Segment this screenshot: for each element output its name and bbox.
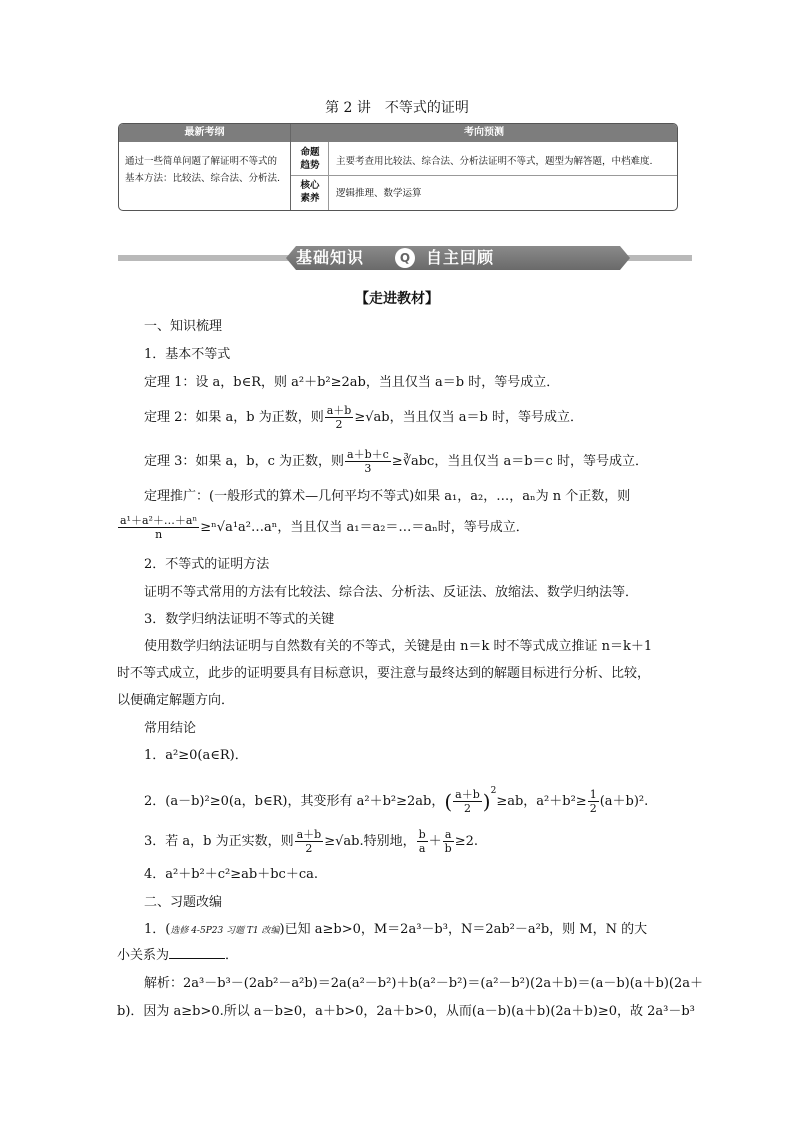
fraction: [325, 404, 354, 431]
denominator: n: [155, 528, 163, 541]
banner-right-text: 自主回顾: [426, 248, 495, 267]
proof-methods-text: 证明不等式常用的方法有比较法、综合法、分析法、反证法、放缩法、数学归纳法等．: [144, 585, 639, 600]
conclusion-3-mid: ≥√ab.特别地，: [324, 834, 416, 849]
numerator: a: [443, 828, 454, 842]
outline-row1-label: 命题趋势: [300, 147, 320, 171]
exponent: 2: [490, 786, 497, 796]
theorem-generalized: 定理推广：(一般形式的算术—几何平均不等式)如果 a₁，a₂，…，aₙ为 n 个正数，则: [144, 489, 631, 504]
fraction: [295, 828, 324, 855]
formula-suffix: ≥ⁿ√a¹a²…aⁿ，当且仅当 a₁＝a₂＝…＝aₙ时，等号成立．: [200, 520, 529, 535]
numerator: a＋b: [455, 788, 480, 801]
outline-row2-label: 核心素养: [300, 180, 320, 204]
exercise-source: 选修 4-5P23 习题 T1 改编: [170, 926, 280, 936]
induction-text-2: 时不等式成立，此步的证明要具有目标意识，要注意与最终达到的解题目标进行分析、比较，: [117, 666, 651, 681]
numerator: 1: [589, 788, 597, 801]
denominator: 2: [463, 802, 471, 815]
denominator: 2: [589, 802, 597, 815]
conclusion-2-suffix: (a＋b)².: [599, 794, 649, 809]
page-title: 第 2 讲 不等式的证明: [325, 100, 469, 116]
outline-row2-text: 逻辑推理、数学运算: [336, 188, 422, 199]
outline-header-prediction: 考向预测: [291, 124, 677, 142]
induction-text-1: 使用数学归纳法证明与自然数有关的不等式，关键是由 n＝k 时不等式成立推证 n＝k＋1: [144, 639, 653, 654]
outline-row1-text: 主要考查用比较法、综合法、分析法证明不等式，题型为解答题，中档难度.: [336, 156, 653, 167]
heading-common-conclusions: 常用结论: [144, 721, 197, 736]
denominator: b: [444, 842, 452, 855]
numerator: a＋b: [326, 404, 352, 417]
q-badge-icon: Q: [395, 248, 415, 268]
divider: [291, 175, 677, 176]
exercise-1-line-2-text: 小关系为: [117, 948, 170, 963]
denominator: 2: [305, 842, 313, 855]
section-banner: [118, 246, 692, 270]
banner-left-text: 基础知识: [296, 248, 365, 267]
outline-left-text: 通过一些简单问题了解证明不等式的基本方法：比较法、综合法、分析法.: [125, 156, 281, 184]
exercise-1-prefix: 1．(: [144, 922, 171, 937]
solution-line-1: 解析：2a³－b³－(2ab²－a²b)＝2a(a²－b²)＋b(a²－b²)＝(a²－b²)(2a＋b)＝(a－b)(a＋b)(2a＋: [144, 976, 704, 991]
heading-basic-inequality: 1．基本不等式: [144, 347, 231, 362]
theorem-2-suffix: ≥√ab，当且仅当 a＝b 时，等号成立．: [354, 410, 583, 425]
exercise-1: [144, 921, 647, 940]
conclusion-2-mid: ≥ab，a²＋b²≥: [496, 794, 587, 809]
denominator: 2: [335, 418, 343, 431]
theorem-3: [144, 448, 648, 475]
divider: [290, 124, 291, 210]
fraction: [417, 828, 428, 855]
conclusion-3: 3．若 a，b 为正实数，则 $\frac{a+b}{2}$ ≥√ab.特别地， $\frac{b}{a}$ ＋ $\frac{a}{b}$ ≥2.: [144, 828, 479, 855]
fraction: [588, 788, 599, 815]
period: ．: [225, 948, 239, 963]
induction-text-3: 以便确定解题方向．: [117, 693, 235, 708]
denominator: a: [418, 842, 426, 855]
denominator: 3: [364, 462, 372, 475]
outline-header-latest: 最新考纲: [119, 124, 290, 142]
section-title: 【走进教材】: [355, 291, 439, 307]
divider: [328, 142, 329, 210]
exercise-1-line-2: [117, 947, 238, 965]
theorem-3-prefix: 定理 3：如果 a，b，c 为正数，则: [144, 454, 345, 469]
conclusion-3-prefix: 3．若 a，b 为正实数，则: [144, 834, 294, 849]
theorem-2-prefix: 定理 2：如果 a，b 为正数，则: [144, 410, 324, 425]
numerator: a¹＋a²＋…＋aⁿ: [120, 514, 198, 527]
answer-blank: [169, 958, 225, 959]
heading-exercises: 二、习题改编: [144, 895, 223, 910]
exercise-1-text: )已知 a≥b>0，M＝2a³－b³，N＝2ab²－a²b，则 M，N 的大: [279, 922, 648, 937]
numerator: b: [418, 828, 426, 841]
paren-right: ): [482, 789, 491, 814]
conclusion-2-prefix: 2．(a－b)²≥0(a，b∈R)，其变形有 a²＋b²≥2ab，: [144, 794, 445, 809]
theorem-generalized-formula: [117, 514, 529, 541]
theorem-3-suffix: ≥∛abc，当且仅当 a＝b＝c 时，等号成立．: [391, 454, 648, 469]
fraction: [453, 788, 482, 815]
heading-proof-methods: 2．不等式的证明方法: [144, 557, 270, 572]
solution-line-2: b)．因为 a≥b>0.所以 a－b≥0，a＋b>0，2a＋b>0，从而(a－b)(a＋b)(2a＋b)≥0，故 2a³－b³: [117, 1004, 695, 1019]
conclusion-4: 4．a²＋b²＋c²≥ab＋bc＋ca.: [144, 867, 318, 882]
fraction: [118, 514, 199, 541]
theorem-1: 定理 1：设 a，b∈R，则 a²＋b²≥2ab，当且仅当 a＝b 时，等号成立．: [144, 375, 560, 390]
numerator: a＋b＋c: [347, 448, 389, 461]
fraction: [345, 448, 391, 475]
conclusion-1: 1．a²≥0(a∈R)．: [144, 748, 248, 763]
fraction: [443, 828, 454, 855]
theorem-2: [144, 404, 583, 431]
heading-knowledge: 一、知识梳理: [144, 319, 223, 334]
paren-left: (: [444, 789, 453, 814]
conclusion-2: [144, 782, 648, 815]
outline-table: [118, 123, 678, 211]
numerator: a＋b: [296, 828, 322, 841]
conclusion-3-suffix: ≥2.: [454, 834, 479, 849]
heading-induction: 3．数学归纳法证明不等式的关键: [144, 612, 335, 627]
